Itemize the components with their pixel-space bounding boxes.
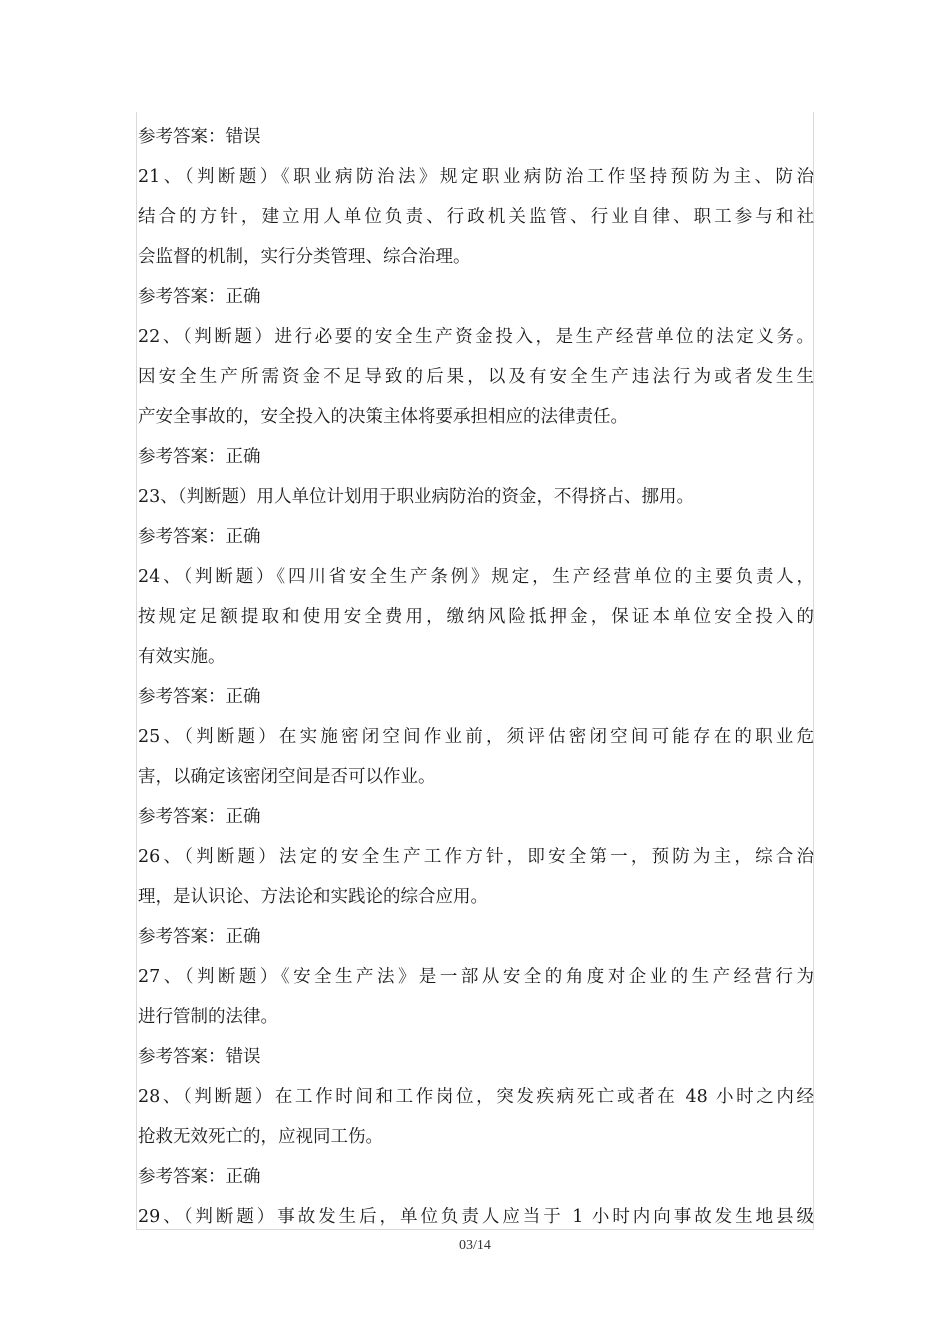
question-line: 24、（判断题）《四川省安全生产条例》规定，生产经营单位的主要负责人， (138, 567, 814, 587)
question-line: 22、（判断题）进行必要的安全生产资金投入，是生产经营单位的法定义务。 (138, 327, 814, 347)
answer-line: 参考答案：正确 (138, 687, 261, 707)
answer-line: 参考答案：正确 (138, 1167, 261, 1187)
question-line: 会监督的机制，实行分类管理、综合治理。 (138, 247, 471, 267)
question-line: 产安全事故的，安全投入的决策主体将要承担相应的法律责任。 (138, 407, 628, 427)
answer-line: 参考答案：错误 (138, 127, 261, 147)
page-number: 03/14 (459, 1238, 491, 1253)
question-line: 25、（判断题）在实施密闭空间作业前，须评估密闭空间可能存在的职业危 (138, 727, 814, 747)
question-line: 27、（判断题）《安全生产法》是一部从安全的角度对企业的生产经营行为 (138, 967, 814, 987)
answer-line: 参考答案：正确 (138, 527, 261, 547)
question-line: 结合的方针，建立用人单位负责、行政机关监管、行业自律、职工参与和社 (138, 207, 814, 227)
answer-line: 参考答案：正确 (138, 447, 261, 467)
question-line: 有效实施。 (138, 647, 226, 667)
question-line: 29、（判断题）事故发生后，单位负责人应当于 1 小时内向事故发生地县级 (138, 1207, 814, 1227)
question-line: 害，以确定该密闭空间是否可以作业。 (138, 767, 436, 787)
question-line: 理，是认识论、方法论和实践论的综合应用。 (138, 887, 488, 907)
answer-line: 参考答案：正确 (138, 287, 261, 307)
question-line: 因安全生产所需资金不足导致的后果，以及有安全生产违法行为或者发生生 (138, 367, 814, 387)
question-line: 进行管制的法律。 (138, 1007, 278, 1027)
question-line: 抢救无效死亡的，应视同工伤。 (138, 1127, 383, 1147)
question-line: 21、（判断题）《职业病防治法》规定职业病防治工作坚持预防为主、防治 (138, 167, 814, 187)
answer-line: 参考答案：正确 (138, 927, 261, 947)
question-line: 23、（判断题）用人单位计划用于职业病防治的资金，不得挤占、挪用。 (138, 487, 695, 507)
answer-line: 参考答案：错误 (138, 1047, 261, 1067)
question-line: 28、（判断题）在工作时间和工作岗位，突发疾病死亡或者在 48 小时之内经 (138, 1087, 814, 1107)
answer-line: 参考答案：正确 (138, 807, 261, 827)
question-line: 按规定足额提取和使用安全费用，缴纳风险抵押金，保证本单位安全投入的 (138, 607, 814, 627)
document-body (138, 117, 814, 1237)
question-line: 26、（判断题）法定的安全生产工作方针，即安全第一，预防为主，综合治 (138, 847, 814, 867)
